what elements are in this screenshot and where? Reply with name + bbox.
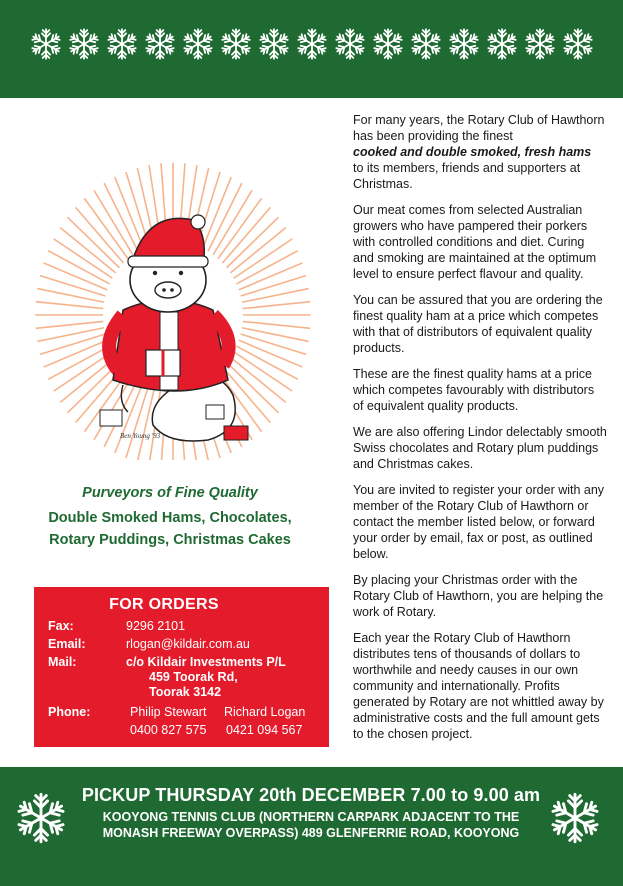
snowflake-icon <box>522 22 558 66</box>
pickup-location-line1: KOOYONG TENNIS CLUB (NORTHERN CARPARK ADJACENT TO THE <box>102 810 520 824</box>
fax-number: 9296 2101 <box>126 619 186 633</box>
orders-box <box>34 587 329 747</box>
sunburst-ray <box>36 321 103 328</box>
email-label: Email: <box>48 637 86 651</box>
snowflake-icon <box>12 789 70 847</box>
fax-label: Fax: <box>48 619 74 633</box>
pig-snout <box>155 282 181 298</box>
sunburst-ray <box>230 357 285 402</box>
artist-signature: Ben Young '93 <box>120 432 161 440</box>
sunburst-ray <box>227 217 279 268</box>
contact1-phone: 0400 827 575 <box>130 723 207 737</box>
sunburst-ray <box>67 217 119 268</box>
mail-line1: c/o Kildair Investments P/L <box>126 655 286 669</box>
tagline <box>20 485 320 551</box>
contact1-name: Philip Stewart <box>130 705 207 719</box>
snowflake-row <box>28 22 596 66</box>
sunburst-ray <box>213 190 252 255</box>
paragraph-chocolates: We are also offering Lindor delectably smooth Swiss chocolates and Rotary plum puddings and Christmas cakes. <box>353 425 607 471</box>
sunburst-ray <box>37 289 104 303</box>
mail-label: Mail: <box>48 655 77 669</box>
snowflake-icon <box>484 22 520 66</box>
contact2-phone: 0421 094 567 <box>226 723 303 737</box>
snowflake-icon <box>180 22 216 66</box>
sunburst-ray <box>242 289 309 303</box>
body-text <box>353 112 607 752</box>
sunburst-ray <box>60 228 115 273</box>
sunburst-ray <box>230 228 285 273</box>
sunburst-ray <box>242 328 309 342</box>
pig-santa-illustration <box>28 140 318 460</box>
snowflake-icon <box>408 22 444 66</box>
snowflake-icon <box>66 22 102 66</box>
pickup-location-line2: MONASH FREEWAY OVERPASS) 489 GLENFERRIE ROAD, KOOYONG <box>102 826 520 840</box>
mail-line2: 459 Toorak Rd, <box>149 670 238 684</box>
snowflake-icon <box>446 22 482 66</box>
snowflake-icon <box>560 22 596 66</box>
snowflake-icon <box>28 22 64 66</box>
sunburst-ray <box>76 207 124 263</box>
snowflake-icon <box>546 789 604 847</box>
tagline-line3: Rotary Puddings, Christmas Cakes <box>49 532 291 548</box>
paragraph-intro-end: to its members, friends and supporters at Christmas. <box>353 161 581 191</box>
snowflake-icon <box>332 22 368 66</box>
header-band <box>0 0 623 98</box>
snowflake-icon <box>218 22 254 66</box>
sunburst-ray <box>36 302 103 309</box>
paragraph-intro-emphasis: cooked and double smoked, fresh hams <box>353 145 592 159</box>
paragraph-intro <box>353 112 607 192</box>
tagline-line1: Purveyors of Fine Quality <box>82 485 258 501</box>
pickup-heading: PICKUP THURSDAY 20th DECEMBER 7.00 to 9.00 am <box>81 785 541 805</box>
email-link[interactable]: rlogan@kildair.com.au <box>126 637 250 651</box>
paragraph-helping: By placing your Christmas order with the Rotary Club of Hawthorn, you are helping the work of Rotary. <box>353 573 604 619</box>
paragraph-profits: Each year the Rotary Club of Hawthorn distributes tens of thousands of dollars to worthwhile and needy causes in our own community and internationally. Profits generated by Rotary are not whittled away by administrative costs and the full amount gets to the chosen project. <box>353 631 604 741</box>
snowflake-icon <box>294 22 330 66</box>
orders-title: FOR ORDERS <box>109 596 219 613</box>
sunburst-ray <box>37 328 104 342</box>
mail-line3: Toorak 3142 <box>149 685 222 699</box>
sunburst-ray <box>218 198 262 258</box>
paragraph-quality: These are the finest quality hams at a price which competes favourably with distributors of equivalent quality products. <box>353 367 595 413</box>
sunburst-ray <box>222 207 270 263</box>
phone-label: Phone: <box>48 705 91 719</box>
snowflake-icon <box>370 22 406 66</box>
sunburst-ray <box>84 198 128 258</box>
sunburst-ray <box>94 190 133 255</box>
snowflake-icon <box>256 22 292 66</box>
paragraph-assurance: You can be assured that you are ordering the finest quality ham at a price which competes with that of distributors of equivalent quality products. <box>353 293 603 355</box>
snowflake-icon <box>104 22 140 66</box>
paragraph-meat: Our meat comes from selected Australian growers who have pampered their porkers with controlled conditions and diet. Curing and smoking are maintained at the optimum level to ensure perfect flavour and quality. <box>353 203 597 281</box>
paragraph-invite: You are invited to register your order with any member of the Rotary Club of Hawthorn or contact the member listed below, or forward your order by email, fax or post, as outlined below. <box>353 483 605 561</box>
sunburst-ray <box>243 321 310 328</box>
tagline-line2: Double Smoked Hams, Chocolates, <box>48 510 292 526</box>
paragraph-intro-start: For many years, the Rotary Club of Hawthorn has been providing the finest <box>353 113 605 143</box>
snowflake-icon <box>142 22 178 66</box>
sunburst-ray <box>243 302 310 309</box>
pickup-location <box>78 809 544 841</box>
contact2-name: Richard Logan <box>224 705 306 719</box>
